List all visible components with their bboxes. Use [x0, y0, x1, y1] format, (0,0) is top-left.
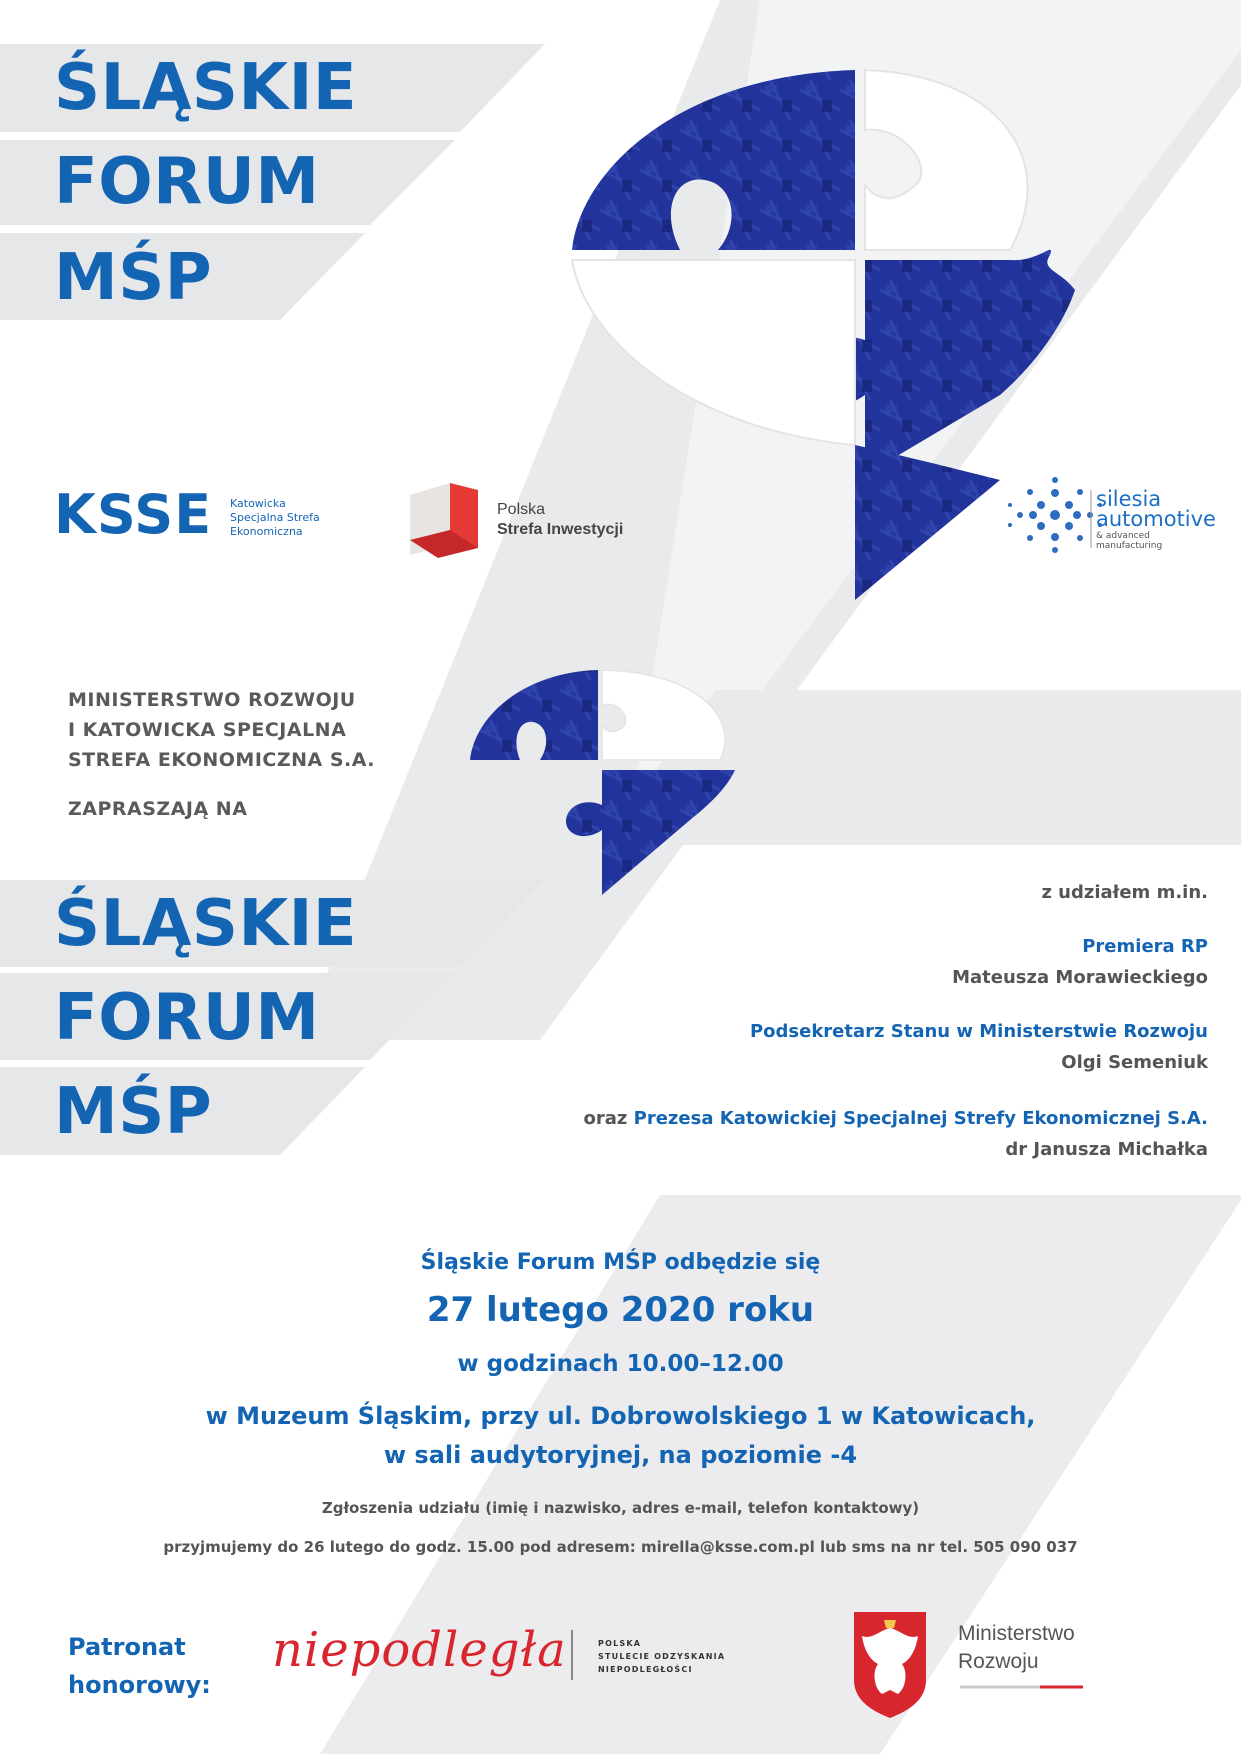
silesia-sub-2: manufacturing	[1096, 541, 1163, 551]
niepodlegla-line: STULECIE ODZYSKANIA	[598, 1652, 726, 1661]
patronage-label	[68, 1628, 211, 1704]
guest-1-name: Mateusza Morawieckiego	[952, 967, 1208, 988]
guest-2-role: Podsekretarz Stanu w Ministerstwie Rozwoju	[749, 1021, 1208, 1042]
guest-3-prefix: oraz	[583, 1108, 628, 1129]
organizers	[68, 685, 375, 775]
event-place-1: w Muzeum Śląskim, przy ul. Dobrowolskiego 1 w Katowicach,	[205, 1402, 1036, 1430]
silesia-logo-subtext	[1096, 531, 1162, 551]
ministry-logo-text	[958, 1620, 1075, 1676]
niepodlegla-text	[598, 1637, 725, 1676]
silesia-line-2: automotive	[1096, 507, 1216, 531]
patronage-line-2: honorowy:	[68, 1671, 211, 1699]
silesia-sub-1: & advanced	[1096, 531, 1150, 541]
psi-logo-icon	[410, 483, 478, 558]
guests-intro: z udziałem m.in.	[1041, 882, 1208, 903]
guest-3-role-line	[584, 1108, 1209, 1129]
guest-3-name: dr Janusza Michałka	[1005, 1139, 1208, 1160]
psi-logo-text	[497, 500, 623, 540]
niepodlegla-line: NIEPODLEGŁOŚCI	[598, 1665, 693, 1674]
ksse-logo-subtitle	[230, 497, 350, 539]
patronage-line-1: Patronat	[68, 1633, 186, 1661]
ksse-sub-line: Specjalna Strefa	[230, 511, 320, 524]
registration-line-1: Zgłoszenia udziału (imię i nazwisko, adres e-mail, telefon kontaktowy)	[321, 1499, 920, 1517]
guest-2-name: Olgi Semeniuk	[1061, 1052, 1208, 1073]
niepodlegla-signature: niepodległa	[272, 1622, 567, 1678]
event-title-line-1: ŚLĄSKIE	[54, 887, 358, 961]
niepodlegla-line: POLSKA	[598, 1639, 642, 1648]
guest-1-role: Premiera RP	[1082, 936, 1208, 957]
guest-3-role: Prezesa Katowickiej Specjalnej Strefy Ekonomicznej S.A.	[633, 1108, 1208, 1129]
title-line-3: MŚP	[54, 241, 213, 315]
event-date: 27 lutego 2020 roku	[426, 1290, 815, 1330]
organizer-line: MINISTERSTWO ROZWOJU	[68, 689, 356, 711]
event-title-line-2: FORUM	[54, 981, 320, 1055]
event-intro: Śląskie Forum MŚP odbędzie się	[420, 1250, 821, 1275]
registration-line-2: przyjmujemy do 26 lutego do godz. 15.00 pod adresem: mirella@ksse.com.pl lub sms na nr tel. 505 090 037	[163, 1538, 1078, 1556]
ksse-sub-line: Katowicka	[230, 497, 286, 510]
polish-eagle-emblem-icon	[854, 1612, 926, 1718]
psi-line-2: Strefa Inwestycji	[497, 521, 624, 538]
psi-line-1: Polska	[497, 501, 546, 518]
event-hours: w godzinach 10.00–12.00	[457, 1351, 784, 1377]
ksse-logo: KSSE	[54, 483, 213, 546]
ministry-line-1: Ministerstwo	[958, 1622, 1075, 1645]
event-title-line-3: MŚP	[54, 1075, 213, 1149]
silesia-dots-icon	[1008, 477, 1102, 553]
event-place-2: w sali audytoryjnej, na poziomie -4	[383, 1441, 858, 1469]
invite-text: ZAPRASZAJĄ NA	[68, 798, 248, 820]
ministry-line-2: Rozwoju	[958, 1650, 1039, 1673]
organizer-line: I KATOWICKA SPECJALNA	[68, 719, 347, 741]
title-line-1: ŚLĄSKIE	[54, 51, 358, 125]
title-line-2: FORUM	[54, 145, 320, 219]
silesia-line-1: silesia	[1096, 487, 1162, 511]
ksse-sub-line: Ekonomiczna	[230, 525, 303, 538]
silesia-logo-text	[1096, 489, 1216, 529]
organizer-line: STREFA EKONOMICZNA S.A.	[68, 749, 376, 771]
